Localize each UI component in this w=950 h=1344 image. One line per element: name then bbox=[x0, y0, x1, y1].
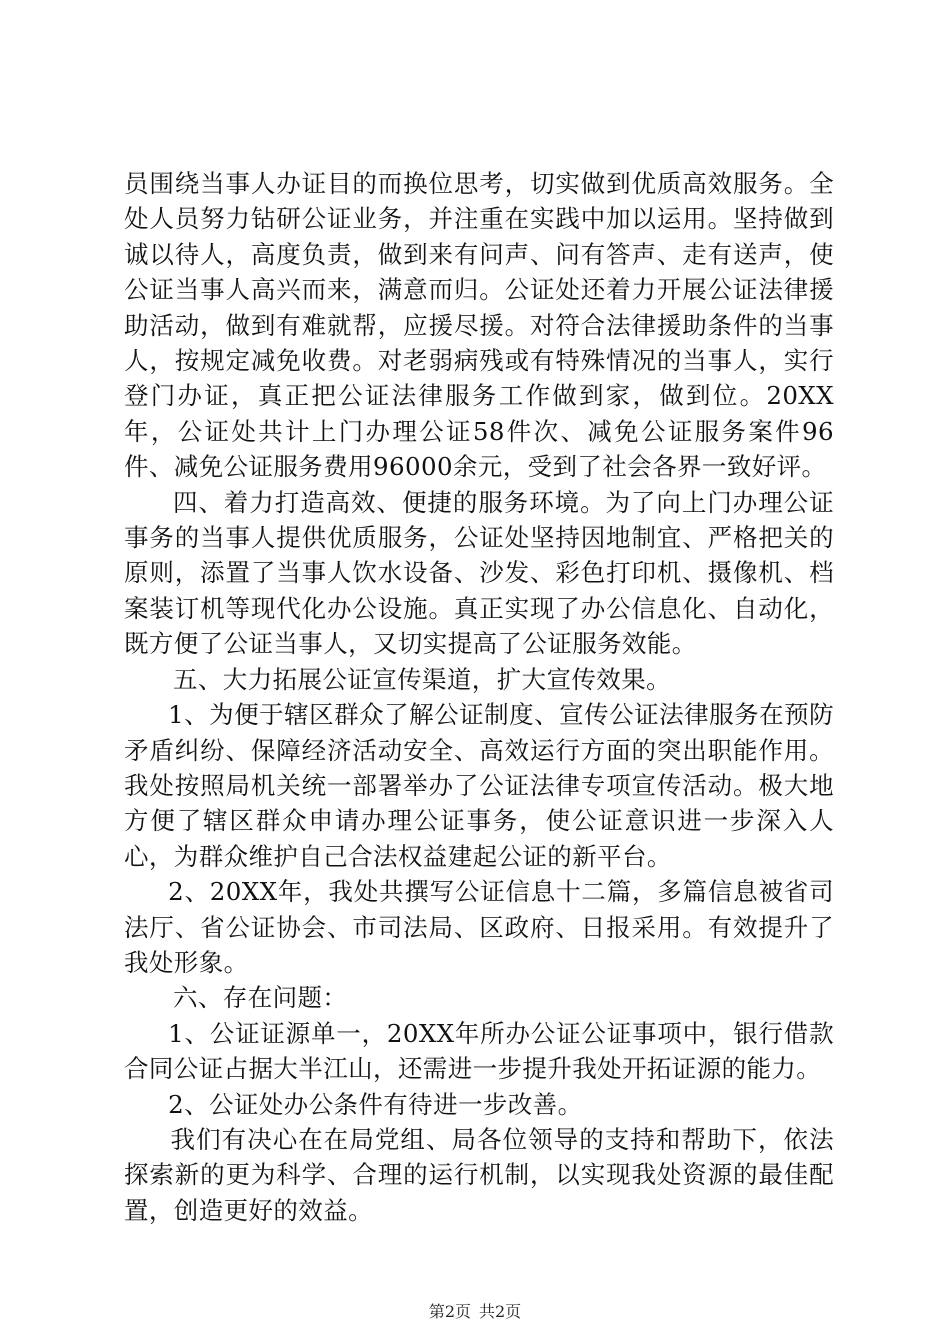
paragraph-section-six-item-2: 2、公证处办公条件有待进一步改善。 bbox=[168, 1089, 583, 1119]
paragraph-section-six-item-1: 1、公证证源单一，20XX年所办公证公证事项中，银行借款合同公证占据大半江山，还需进一步提升我处开拓证源的能力。 bbox=[124, 1018, 834, 1084]
paragraph-section-five-item-1: 1、为便于辖区群众了解公证制度、宣传公证法律服务在预防矛盾纠纷、保障经济活动安全、高效运行方面的突出职能作用。我处按照局机关统一部署举办了公证法律专项宣传活动。极大地方便了辖区群众申请办理公证事务，使公证意识进一步深入人心，为群众维护自己合法权益建起公证的新平台。 bbox=[124, 700, 834, 871]
document-body bbox=[124, 166, 834, 1228]
paragraph-section-five-heading: 五、大力拓展公证宣传渠道，扩大宣传效果。 bbox=[173, 664, 671, 694]
paragraph-conclusion: 我们有决心在在局党组、局各位领导的支持和帮助下，依法探索新的更为科学、合理的运行机制，以实现我处资源的最佳配置，创造更好的效益。 bbox=[124, 1124, 834, 1225]
paragraph-section-five-item-2: 2、20XX年，我处共撰写公证信息十二篇，多篇信息被省司法厅、省公证协会、市司法局、区政府、日报采用。有效提升了我处形象。 bbox=[124, 877, 834, 977]
page-footer bbox=[0, 1302, 950, 1322]
page-number-current: 第2页 bbox=[428, 1302, 471, 1321]
page-number-total: 共2页 bbox=[479, 1302, 522, 1321]
paragraph-section-six-heading: 六、存在问题： bbox=[173, 983, 348, 1013]
paragraph-service-continued: 员围绕当事人办证目的而换位思考，切实做到优质高效服务。全处人员努力钻研公证业务，并注重在实践中加以运用。坚持做到诚以待人，高度负责，做到来有问声、问有答声、走有送声，使公证当事人高兴而来，满意而归。公证处还着力开展公证法律援助活动，做到有难就帮，应援尽援。对符合法律援助条件的当事人，按规定减免收费。对老弱病残或有特殊情况的当事人，实行登门办证，真正把公证法律服务工作做到家，做到位。20XX年，公证处共计上门办理公证58件次、减免公证服务案件96件、减免公证服务费用96000余元，受到了社会各界一致好评。 bbox=[124, 169, 834, 482]
paragraph-section-four: 四、着力打造高效、便捷的服务环境。为了向上门办理公证事务的当事人提供优质服务，公证处坚持因地制宜、严格把关的原则，添置了当事人饮水设备、沙发、彩色打印机、摄像机、档案装订机等现代化办公设施。真正实现了办公信息化、自动化，既方便了公证当事人，又切实提高了公证服务效能。 bbox=[124, 487, 834, 659]
